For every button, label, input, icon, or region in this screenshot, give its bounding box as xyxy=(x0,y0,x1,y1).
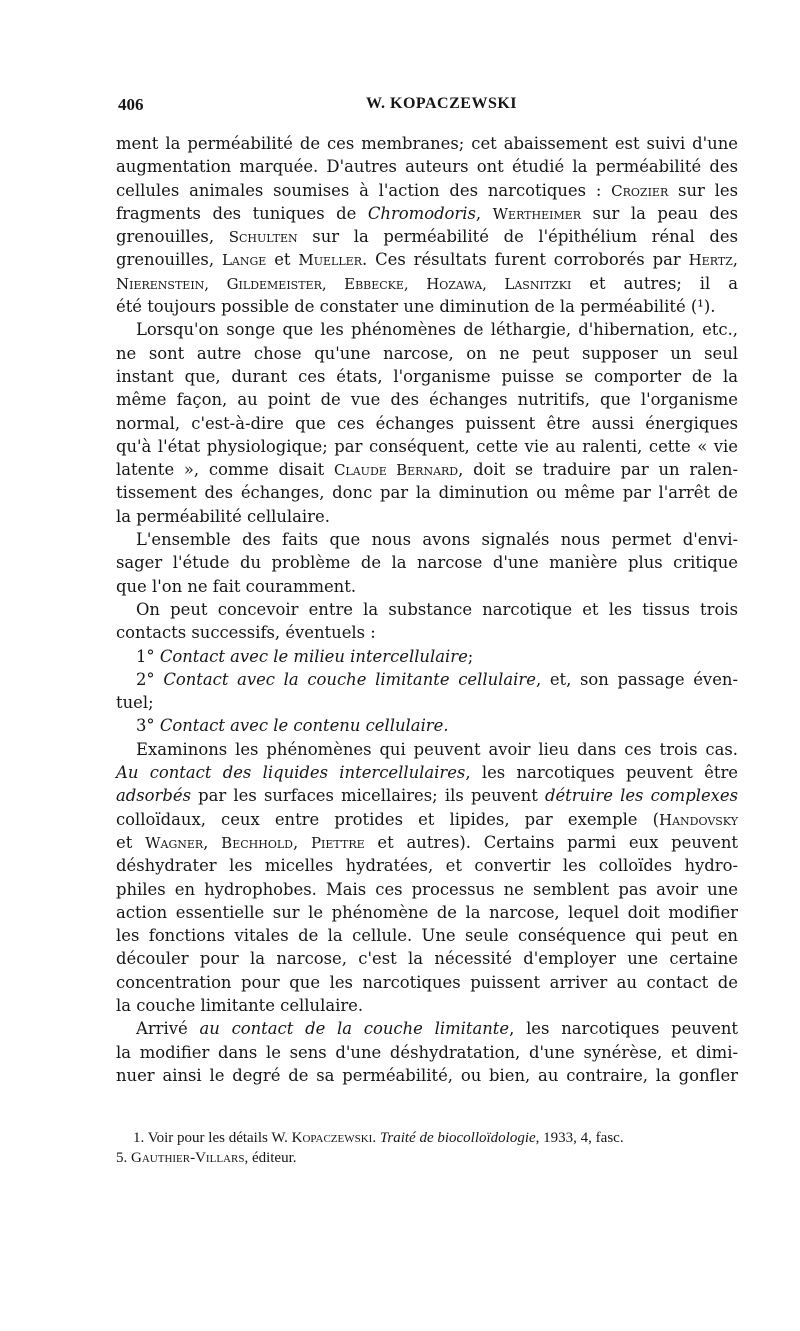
footnote-line xyxy=(116,1148,738,1168)
text-segment: cellules animales soumises à l'action des narcotiques : xyxy=(116,180,612,200)
text-segment: grenouilles, xyxy=(116,227,229,247)
text-segment: , doit se traduire par un ralen- xyxy=(458,460,738,480)
text-line: tissement des échanges, donc par la diminution ou même par l'arrêt de xyxy=(116,483,738,503)
text-line xyxy=(116,225,738,248)
italic-term: Contact avec le contenu cellulaire. xyxy=(159,716,449,736)
book-title: Traité de biocolloïdologie xyxy=(379,1130,536,1146)
text-segment: latente », comme disait xyxy=(116,460,334,480)
text-line: ne sont autre chose qu'une narcose, on ne peut supposer un seul xyxy=(116,343,738,363)
text-line: la modifier dans le sens d'une déshydratation, d'une synérèse, et dimi- xyxy=(116,1042,738,1062)
text-line: sager l'étude du problème de la narcose d'une manière plus critique xyxy=(116,553,738,573)
text-line: On peut concevoir entre la substance narcotique et les tissus trois xyxy=(136,599,738,619)
text-line xyxy=(116,761,738,784)
text-line xyxy=(116,831,738,854)
text-line: que l'on ne fait couramment. xyxy=(116,576,357,596)
list-marker: 2° xyxy=(136,669,164,689)
author-name: Kopaczewski xyxy=(291,1130,373,1146)
text-line xyxy=(116,179,738,202)
text-segment: grenouilles, xyxy=(116,250,222,270)
author-name: Lange xyxy=(221,251,267,270)
text-line: la couche limitante cellulaire. xyxy=(116,995,364,1015)
text-segment: ; xyxy=(467,646,474,666)
text-segment: colloïdaux, ceux entre protides et lipides, par exemple ( xyxy=(116,809,660,829)
text-line: contacts successifs, éventuels : xyxy=(116,623,376,643)
text-line: augmentation marquée. D'autres auteurs ont étudié la perméabilité des xyxy=(116,157,738,177)
text-segment: par les surfaces micellaires; ils peuvent xyxy=(190,786,545,806)
text-segment: , 1933, 4, fasc. xyxy=(535,1130,624,1146)
text-line: Lorsqu'on songe que les phénomènes de léthargie, d'hibernation, etc., xyxy=(136,320,738,340)
text-line: découler pour la narcose, c'est la nécessité d'employer une certaine xyxy=(116,949,738,969)
italic-term: détruire les complexes xyxy=(544,786,738,806)
text-line xyxy=(116,1017,738,1040)
text-line: tuel; xyxy=(116,693,154,713)
text-segment: , xyxy=(203,832,222,852)
text-segment: , les narcotiques peuvent être xyxy=(465,763,738,783)
author-name: Wagner xyxy=(145,833,204,852)
italic-term: Au contact des liquides intercellulaires xyxy=(116,763,466,783)
italic-term: Contact avec la couche limitante cellulaire xyxy=(163,669,536,689)
list-item xyxy=(116,714,738,737)
list-item xyxy=(116,668,738,691)
italic-term: Chromodoris xyxy=(367,203,476,223)
author-name: Crozier xyxy=(611,181,669,200)
author-name: Handovsky xyxy=(659,810,738,829)
text-segment: , et, son passage éven- xyxy=(535,669,738,689)
text-segment: et autres). Certains parmi eux peuvent xyxy=(364,832,738,852)
text-line: les fonctions vitales de la cellule. Une seule conséquence qui peut en xyxy=(116,926,738,946)
text-segment: . Ces résultats furent corroborés par xyxy=(361,250,689,270)
text-line xyxy=(116,202,738,225)
text-line: la perméabilité cellulaire. xyxy=(116,506,330,526)
text-line xyxy=(116,458,738,481)
publisher-name: Gauthier-Villars xyxy=(131,1150,245,1166)
text-line xyxy=(116,808,738,831)
text-line: déshydrater les micelles hydratées, et convertir les colloïdes hydro- xyxy=(116,856,738,876)
text-segment: sur la perméabilité de l'épithélium rénal des xyxy=(297,227,738,247)
author-name: Claude Bernard xyxy=(333,461,459,480)
text-segment: sur la peau des xyxy=(581,203,738,223)
page-number: 406 xyxy=(118,95,144,114)
text-line xyxy=(116,248,738,271)
text-line: philes en hydrophobes. Mais ces processus ne semblent pas avoir une xyxy=(116,879,738,899)
text-line xyxy=(116,272,738,295)
list-marker: 3° xyxy=(136,716,160,736)
text-line: L'ensemble des faits que nous avons signalés nous permet d'envi- xyxy=(136,530,738,550)
text-segment: , xyxy=(292,832,311,852)
italic-term: Contact avec le milieu intercellulaire xyxy=(159,646,468,666)
footnote xyxy=(116,1128,738,1168)
text-segment: , les narcotiques peuvent xyxy=(509,1019,739,1039)
author-name: Schulten xyxy=(228,228,298,247)
author-name: Piettre xyxy=(310,833,365,852)
text-segment: et xyxy=(116,832,146,852)
author-name: Hertz xyxy=(688,251,733,270)
text-segment: Arrivé xyxy=(136,1019,200,1039)
text-segment: 1. Voir pour les détails W. xyxy=(133,1130,292,1146)
italic-term: au contact de la couche limitante xyxy=(199,1019,510,1039)
text-segment: , xyxy=(732,250,738,270)
text-segment: fragments des tuniques de xyxy=(116,203,368,223)
text-segment: . xyxy=(372,1130,380,1146)
text-line: instant que, durant ces états, l'organisme puisse se comporter de la xyxy=(116,366,738,386)
text-line: ment la perméabilité de ces membranes; cet abaissement est suivi d'une xyxy=(116,134,738,153)
author-name: Bechhold xyxy=(221,833,293,852)
author-name: Wertheimer xyxy=(492,204,582,223)
text-line: même façon, au point de vue des échanges nutritifs, que l'organisme xyxy=(116,390,738,410)
author-name: Mueller xyxy=(298,251,362,270)
text-segment: et xyxy=(266,250,299,270)
text-segment: et autres; il a xyxy=(571,273,738,293)
list-marker: 1° xyxy=(136,646,160,666)
author-names: Nierenstein, Gildemeister, Ebbecke, Hozawa, Lasnitzki xyxy=(116,274,572,293)
text-line: qu'à l'état physiologique; par conséquent, cette vie au ralenti, cette « vie xyxy=(116,436,738,456)
page-header xyxy=(118,95,735,119)
running-head: W. KOPACZEWSKI xyxy=(365,95,518,112)
text-line: Examinons les phénomènes qui peuvent avoir lieu dans ces trois cas. xyxy=(136,739,738,759)
text-segment: , xyxy=(475,203,493,223)
text-segment: , éditeur. xyxy=(244,1150,297,1166)
body-text xyxy=(116,132,738,1087)
text-line: nuer ainsi le degré de sa perméabilité, ou bien, au contraire, la gonfler xyxy=(116,1065,738,1085)
text-segment: sur les xyxy=(668,180,739,200)
text-line: action essentielle sur le phénomène de la narcose, lequel doit modifier xyxy=(116,902,738,922)
text-segment: 5. xyxy=(116,1150,131,1166)
text-line: normal, c'est-à-dire que ces échanges puissent être aussi énergiques xyxy=(116,413,738,433)
list-item xyxy=(116,645,738,668)
italic-term: adsorbés xyxy=(116,786,191,806)
footnote-line xyxy=(116,1128,738,1148)
text-line xyxy=(116,784,738,807)
text-line: concentration pour que les narcotiques puissent arriver au contact de xyxy=(116,972,738,992)
text-line: été toujours possible de constater une diminution de la perméabilité (¹). xyxy=(116,297,716,317)
